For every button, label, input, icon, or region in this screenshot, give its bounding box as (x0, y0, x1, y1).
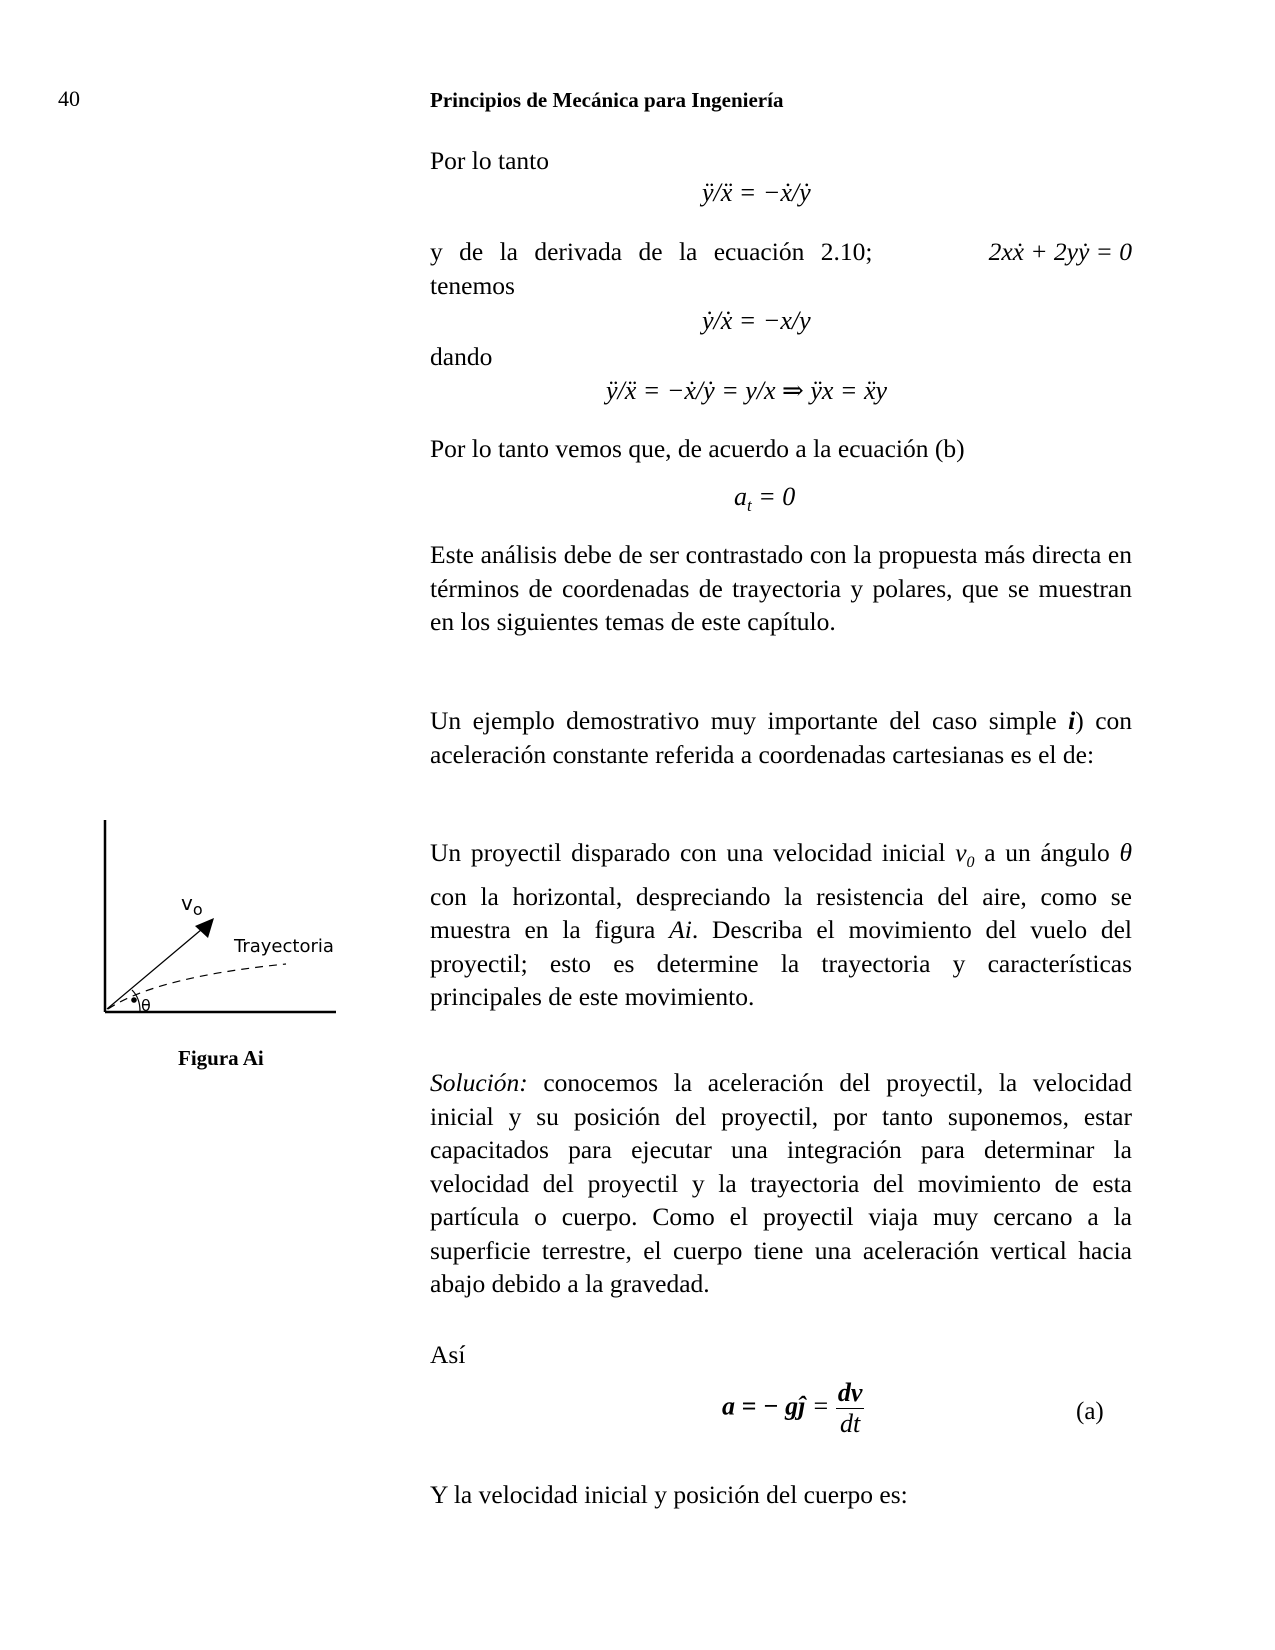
eq5-lhs: a = − g (722, 1391, 799, 1421)
eq5-j: ĵ (798, 1391, 806, 1421)
paragraph-asi: Así (430, 1340, 466, 1369)
equation-2: ẏ/ẋ = −x/y (702, 306, 811, 335)
paragraph-ejemplo (430, 704, 1132, 771)
paragraph-solucion (430, 1066, 1132, 1301)
ejemplo-i: i (1068, 706, 1076, 735)
equation-3: ÿ/ẍ = −ẋ/ẏ = y/x ⇒ ÿx = ẍy (606, 376, 888, 405)
equation-1: ÿ/ẍ = −ẋ/ẏ (702, 178, 811, 207)
paragraph-dando: dando (430, 342, 493, 371)
figure-caption: Figura Ai (178, 1046, 264, 1070)
paragraph-velocidad-inicial: Y la velocidad inicial y posición del cuerpo es: (430, 1480, 908, 1509)
derivada-end: tenemos (430, 270, 515, 300)
eq5-fraction (836, 1378, 865, 1439)
label-angle: θ (141, 996, 151, 1015)
paragraph-analisis: Este análisis debe de ser contrastado con la propuesta más directa en términos de coordenadas de trayectoria y polares, que se muestran en los siguientes temas de este capítulo. (430, 540, 1132, 636)
eq5-numerator: dv (837, 1378, 863, 1407)
proyectil-d: . Describa el movimiento del vuelo del proyectil; esto es determine la trayectoria y características principales de este movimiento. (430, 915, 1132, 1012)
page-number: 40 (58, 86, 80, 111)
velocity-vector-line (107, 924, 208, 1009)
solucion-text: conocemos la aceleración del proyectil, la velocidad inicial y su posición del proyectil, por tanto suponemos, estar capacitados para ejecutar una integración para determinar la velocidad del proyectil y la trayectoria del movimiento de esta partícula o cuerpo. Como el proyectil viaja muy cercano a la superficie terrestre, el cuerpo tiene una aceleración vertical hacia abajo debido a la gravedad. (430, 1068, 1132, 1298)
eq5-eq: = (805, 1391, 836, 1421)
eq4-a: a (734, 482, 747, 511)
label-velocity: $v_o$ (181, 891, 203, 919)
label-trajectory: Trayectoria (234, 936, 334, 957)
eq4-sub: t (747, 496, 752, 516)
proyectil-v-sub: 0 (966, 854, 975, 872)
proyectil-a: Un proyectil disparado con una velocidad inicial (430, 838, 946, 867)
paragraph-proyectil (430, 836, 1132, 1014)
paragraph-por-lo-tanto: Por lo tanto (430, 146, 549, 175)
equation-5-label: (a) (1076, 1398, 1104, 1425)
eq4-rest: = 0 (751, 482, 796, 511)
proyectil-v: v (955, 838, 967, 867)
paragraph-derivada (430, 235, 1132, 302)
derivada-text: y de la derivada de la ecuación 2.10; (430, 237, 873, 266)
equation-5 (722, 1378, 864, 1439)
derivada-math: 2xẋ + 2yẏ = 0 (988, 237, 1132, 266)
proyectil-theta: θ (1119, 838, 1133, 867)
proyectil-fig: Ai (669, 915, 692, 945)
proyectil-c: con la horizontal, despreciando la resistencia del aire, como se muestra en la figura (430, 881, 1132, 945)
equation-4 (734, 482, 795, 516)
velocity-arrowhead (195, 918, 214, 938)
figure-ai-diagram (96, 812, 356, 1024)
proyectil-b: a un ángulo (974, 838, 1110, 867)
solucion-label: Solución: (430, 1068, 528, 1097)
angle-marker-dot (131, 997, 137, 1003)
ejemplo-a: Un ejemplo demostrativo muy importante del caso simple (430, 706, 1057, 735)
ejemplo-b: ) con aceleración constante referida a coordenadas cartesianas es el de: (430, 706, 1133, 769)
running-head: Principios de Mecánica para Ingeniería (430, 88, 784, 112)
paragraph-ecuacion-b: Por lo tanto vemos que, de acuerdo a la ecuación (b) (430, 434, 965, 463)
eq5-denominator: dt (840, 1409, 861, 1438)
